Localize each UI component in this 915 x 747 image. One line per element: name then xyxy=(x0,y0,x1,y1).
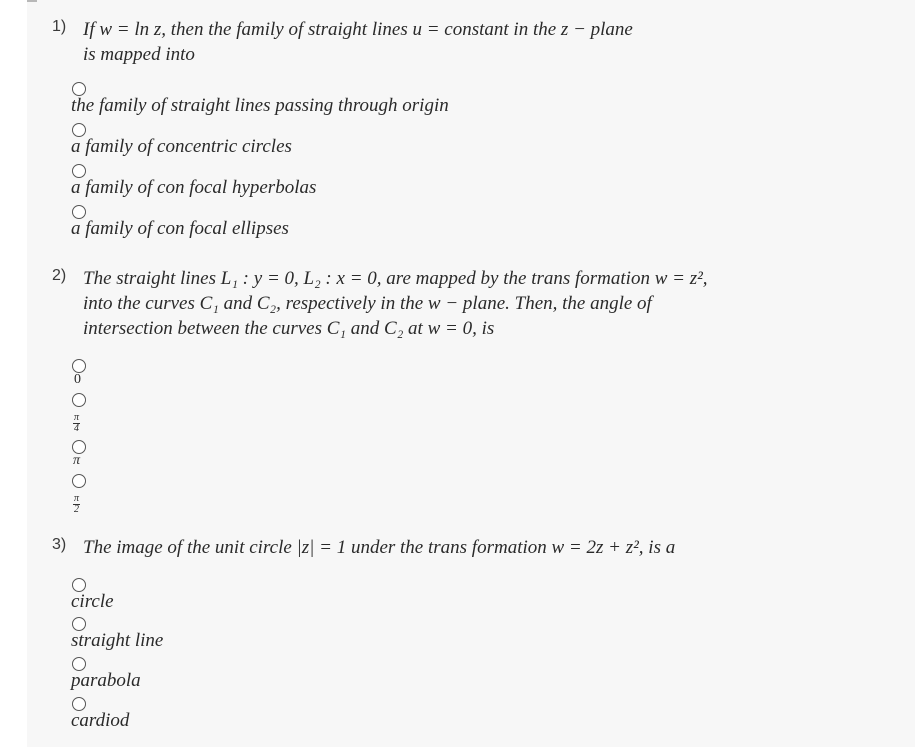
option[interactable] xyxy=(72,578,114,612)
radio-button[interactable] xyxy=(72,578,86,592)
radio-button[interactable] xyxy=(72,474,86,488)
radio-button[interactable] xyxy=(72,205,86,219)
question-number: 1) xyxy=(52,18,67,35)
question-line: into the curves C₁ and C₂, respectively in the w − plane. Then, the angle of xyxy=(83,293,652,314)
option[interactable] xyxy=(72,657,141,691)
option-label: circle xyxy=(71,591,114,612)
question-line: If w = ln z, then the family of straight lines u = constant in the z − plane xyxy=(83,19,633,40)
option[interactable] xyxy=(72,474,86,515)
left-margin-bar xyxy=(0,0,27,747)
radio-button[interactable] xyxy=(72,123,86,137)
question-line: is mapped into xyxy=(83,44,195,65)
option[interactable] xyxy=(72,617,163,651)
option[interactable] xyxy=(72,82,449,116)
option-label: a family of concentric circles xyxy=(71,136,292,157)
radio-button[interactable] xyxy=(72,164,86,178)
radio-button[interactable] xyxy=(72,393,86,407)
question-number: 3) xyxy=(52,536,67,553)
option-label: the family of straight lines passing through origin xyxy=(71,95,449,116)
option[interactable] xyxy=(72,164,316,198)
option-fraction xyxy=(73,413,80,434)
option-label: π xyxy=(73,453,81,468)
option-label: cardiod xyxy=(71,710,130,731)
radio-button[interactable] xyxy=(72,657,86,671)
fraction-denominator: 4 xyxy=(74,423,79,434)
option[interactable] xyxy=(72,359,86,387)
fraction-numerator: π xyxy=(74,412,80,423)
option-label: straight line xyxy=(71,630,164,651)
fraction-numerator: π xyxy=(74,493,80,504)
question-number: 2) xyxy=(52,267,67,284)
option[interactable] xyxy=(72,123,292,157)
question-line: The image of the unit circle |z| = 1 under the trans formation w = 2z + z², is a xyxy=(83,537,676,558)
question-text xyxy=(83,17,633,67)
question-line: intersection between the curves C₁ and C₂ at w = 0, is xyxy=(83,318,495,339)
option-label: 0 xyxy=(74,372,81,387)
option[interactable] xyxy=(72,393,86,434)
radio-button[interactable] xyxy=(72,359,86,373)
option-label: parabola xyxy=(71,670,141,691)
option[interactable] xyxy=(72,697,129,731)
question-text xyxy=(83,535,675,560)
option[interactable] xyxy=(72,205,289,239)
top-edge-mark xyxy=(27,0,37,4)
option-fraction xyxy=(73,494,80,515)
radio-button[interactable] xyxy=(72,697,86,711)
radio-button[interactable] xyxy=(72,82,86,96)
question-text xyxy=(83,266,708,341)
option-label: a family of con focal hyperbolas xyxy=(71,177,317,198)
fraction-denominator: 2 xyxy=(74,504,79,515)
question-line: The straight lines L₁ : y = 0, L₂ : x = 0, are mapped by the trans formation w = z², xyxy=(83,268,708,289)
option-label: a family of con focal ellipses xyxy=(71,218,289,239)
radio-button[interactable] xyxy=(72,440,86,454)
radio-button[interactable] xyxy=(72,617,86,631)
option[interactable] xyxy=(72,440,86,468)
